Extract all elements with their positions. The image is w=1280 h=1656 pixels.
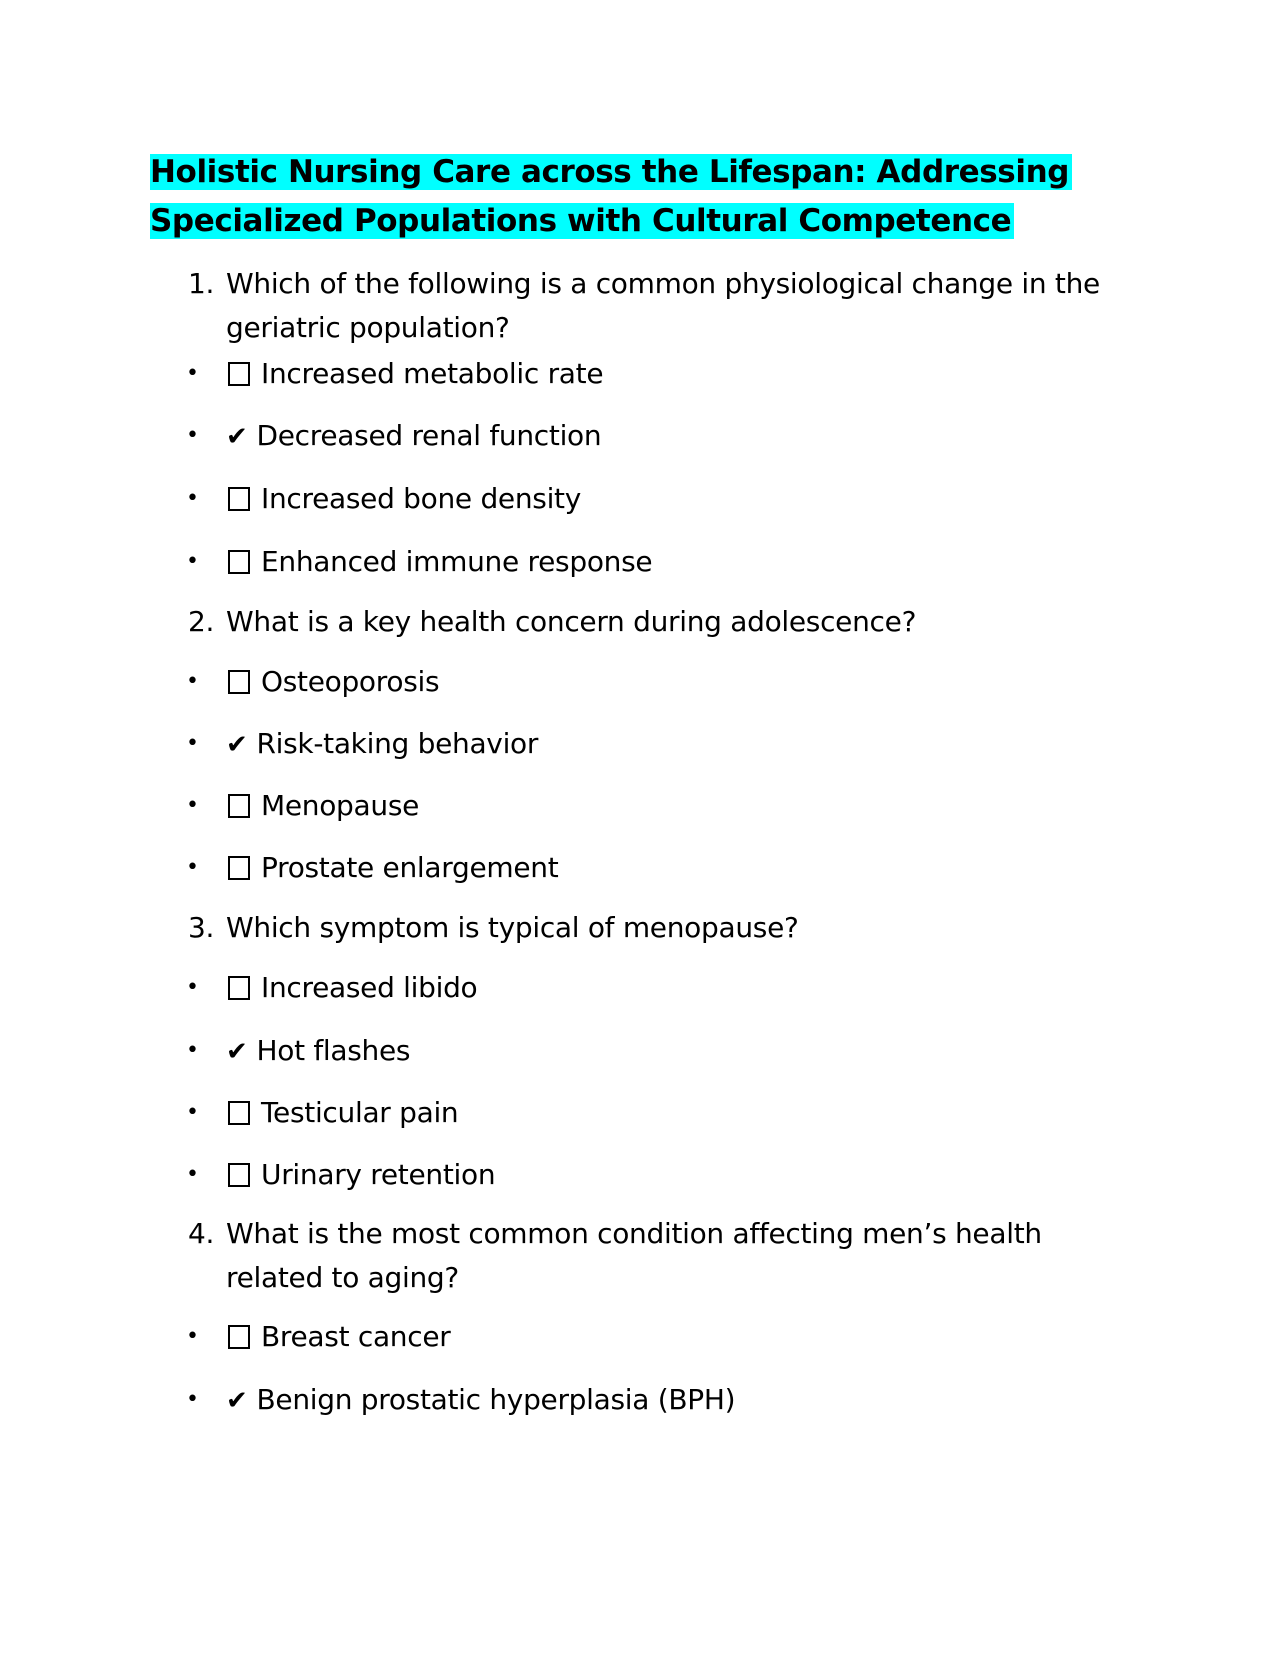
answer-option-label: Enhanced immune response (261, 545, 653, 578)
question-text: Which symptom is typical of menopause? (226, 911, 799, 944)
question-number: 4. (188, 1217, 215, 1250)
empty-checkbox-icon (228, 856, 250, 880)
question-number: 3. (188, 911, 215, 944)
document-title (150, 148, 1080, 246)
question-text: What is the most common condition affecting men’s health related to aging? (226, 1217, 1042, 1294)
answer-option-label: Testicular pain (261, 1096, 459, 1129)
answer-option (226, 540, 652, 584)
bullet-icon: • (186, 669, 199, 694)
answer-option-label: Increased bone density (261, 482, 582, 515)
answer-option (226, 352, 603, 396)
empty-checkbox-icon (228, 487, 250, 511)
empty-checkbox-icon (228, 1101, 250, 1125)
answer-option (226, 1378, 735, 1423)
bullet-icon: • (186, 423, 199, 448)
empty-checkbox-icon (228, 976, 250, 1000)
answer-option-label: Benign prostatic hyperplasia (BPH) (256, 1383, 736, 1416)
answer-option-label: Decreased renal function (256, 419, 602, 452)
answer-option (226, 846, 558, 890)
checkmark-icon: ✔ (226, 1386, 248, 1416)
answer-option (226, 722, 538, 767)
answer-option (226, 414, 601, 459)
bullet-icon: • (186, 549, 199, 574)
question-text: Which of the following is a common physiological change in the geriatric population? (226, 267, 1100, 344)
answer-option (226, 1029, 410, 1074)
bullet-icon: • (186, 1038, 199, 1063)
bullet-icon: • (186, 361, 199, 386)
answer-option-label: Increased libido (261, 971, 478, 1004)
empty-checkbox-icon (228, 550, 250, 574)
answer-option (226, 1153, 495, 1197)
answer-option (226, 477, 581, 521)
title-highlight: Holistic Nursing Care across the Lifespan: Addressing Specialized Populations with Cultural Competence (150, 154, 1072, 239)
bullet-icon: • (186, 855, 199, 880)
checkmark-icon: ✔ (226, 422, 248, 452)
question-number: 2. (188, 605, 215, 638)
answer-option-label: Prostate enlargement (261, 851, 559, 884)
empty-checkbox-icon (228, 794, 250, 818)
bullet-icon: • (186, 1162, 199, 1187)
answer-option-label: Risk-taking behavior (256, 727, 539, 760)
empty-checkbox-icon (228, 362, 250, 386)
empty-checkbox-icon (228, 1163, 250, 1187)
checkmark-icon: ✔ (226, 730, 248, 760)
answer-option-label: Hot flashes (256, 1034, 411, 1067)
empty-checkbox-icon (228, 1325, 250, 1349)
empty-checkbox-icon (228, 670, 250, 694)
bullet-icon: • (186, 1324, 199, 1349)
answer-option (226, 784, 419, 828)
question-number: 1. (188, 267, 215, 300)
bullet-icon: • (186, 1100, 199, 1125)
bullet-icon: • (186, 1387, 199, 1412)
answer-option (226, 1091, 458, 1135)
answer-option-label: Urinary retention (261, 1158, 496, 1191)
answer-option-label: Breast cancer (261, 1320, 451, 1353)
bullet-icon: • (186, 975, 199, 1000)
answer-option (226, 660, 439, 704)
question-text: What is a key health concern during adolescence? (226, 605, 917, 638)
answer-option-label: Osteoporosis (261, 665, 440, 698)
answer-option (226, 966, 477, 1010)
checkmark-icon: ✔ (226, 1037, 248, 1067)
bullet-icon: • (186, 486, 199, 511)
bullet-icon: • (186, 793, 199, 818)
answer-option-label: Menopause (261, 789, 420, 822)
answer-option (226, 1315, 451, 1359)
answer-option-label: Increased metabolic rate (261, 357, 604, 390)
bullet-icon: • (186, 731, 199, 756)
